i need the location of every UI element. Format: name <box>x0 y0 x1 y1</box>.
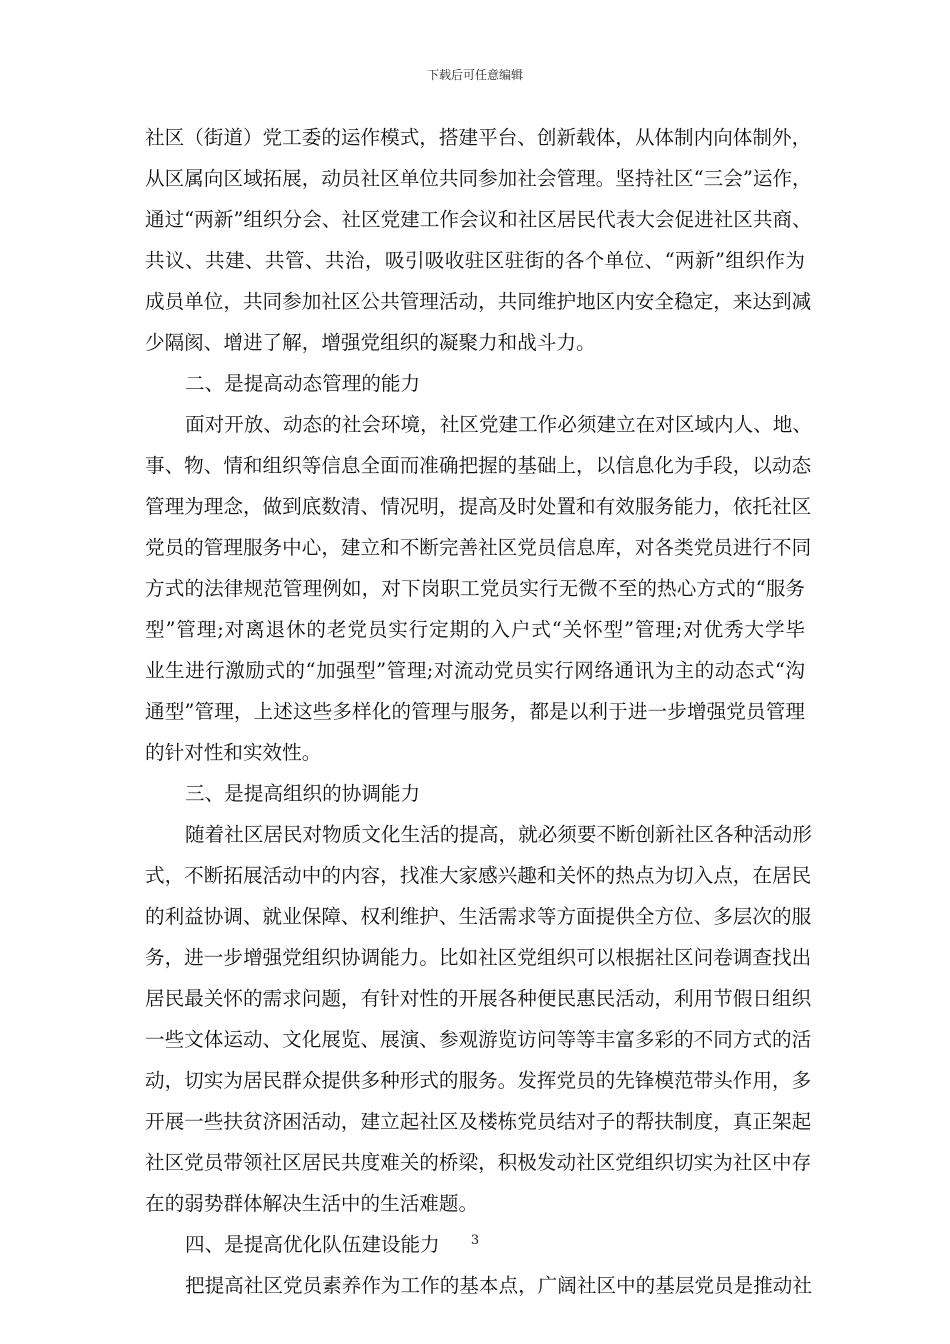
text-line: 的利益协调、就业保障、权利维护、生活需求等方面提供全方位、多层次的服 <box>145 905 812 928</box>
text-line: 式，不断拓展活动中的内容，找准大家感兴趣和关怀的热点为切入点，在居民 <box>145 864 812 887</box>
page-header: 下载后可任意编辑 <box>426 68 523 82</box>
text-line: 在的弱势群体解决生活中的生活难题。 <box>145 1192 479 1215</box>
text-line: 管理为理念，做到底数清、情况明，提高及时处置和有效服务能力，依托社区 <box>145 495 812 518</box>
section-heading-3: 三、是提高组织的协调能力 <box>185 782 421 805</box>
text-line: 从区属向区域拓展，动员社区单位共同参加社会管理。坚持社区“三会”运作， <box>145 167 812 190</box>
section-heading-4: 四、是提高优化队伍建设能力 <box>185 1233 440 1256</box>
text-line: 开展一些扶贫济困活动，建立起社区及楼栋党员结对子的帮扶制度，真正架起 <box>145 1110 812 1133</box>
text-line: 方式的法律规范管理例如，对下岗职工党员实行无微不至的热心方式的“服务 <box>145 577 805 600</box>
paragraph-first-line: 随着社区居民对物质文化生活的提高，就必须要不断创新社区各种活动形 <box>185 823 812 846</box>
text-line: 业生进行激励式的“加强型”管理;对流动党员实行网络通讯为主的动态式“沟 <box>145 659 805 682</box>
body-text <box>145 117 812 1306</box>
text-line: 成员单位，共同参加社区公共管理活动，共同维护地区内安全稳定，来达到减 <box>145 290 812 313</box>
text-line: 少隔阂、增进了解，增强党组织的凝聚力和战斗力。 <box>145 331 596 354</box>
section-heading-2: 二、是提高动态管理的能力 <box>185 372 421 395</box>
text-line: 事、物、情和组织等信息全面而准确把握的基础上，以信息化为手段，以动态 <box>145 454 812 477</box>
text-line: 党员的管理服务中心，建立和不断完善社区党员信息库，对各类党员进行不同 <box>145 536 812 559</box>
page-number: 3 <box>470 1233 480 1248</box>
text-line: 共议、共建、共管、共治，吸引吸收驻区驻街的各个单位、“两新”组织作为 <box>145 249 805 272</box>
text-line: 居民最关怀的需求问题，有针对性的开展各种便民惠民活动，利用节假日组织 <box>145 987 812 1010</box>
text-line: 社区党员带领社区居民共度难关的桥梁，积极发动社区党组织切实为社区中存 <box>145 1151 812 1174</box>
text-line: 一些文体运动、文化展览、展演、参观游览访问等等丰富多彩的不同方式的活 <box>145 1028 812 1051</box>
text-line: 的针对性和实效性。 <box>145 741 322 764</box>
paragraph-first-line: 面对开放、动态的社会环境，社区党建工作必须建立在对区域内人、地、 <box>185 413 812 436</box>
text-line: 型”管理;对离退休的老党员实行定期的入户式“关怀型”管理;对优秀大学毕 <box>145 618 805 641</box>
text-line: 动，切实为居民群众提供多种形式的服务。发挥党员的先锋模范带头作用，多 <box>145 1069 812 1092</box>
paragraph-first-line: 把提高社区党员素养作为工作的基本点，广阔社区中的基层党员是推动社 <box>185 1274 812 1297</box>
text-line: 通型”管理，上述这些多样化的管理与服务，都是以利于进一步增强党员管理 <box>145 700 805 723</box>
text-line: 通过“两新”组织分会、社区党建工作会议和社区居民代表大会促进社区共商、 <box>145 208 812 231</box>
text-line: 社区（街道）党工委的运作模式，搭建平台、创新载体，从体制内向体制外， <box>145 126 812 149</box>
text-line: 务，进一步增强党组织协调能力。比如社区党组织可以根据社区问卷调查找出 <box>145 946 812 969</box>
